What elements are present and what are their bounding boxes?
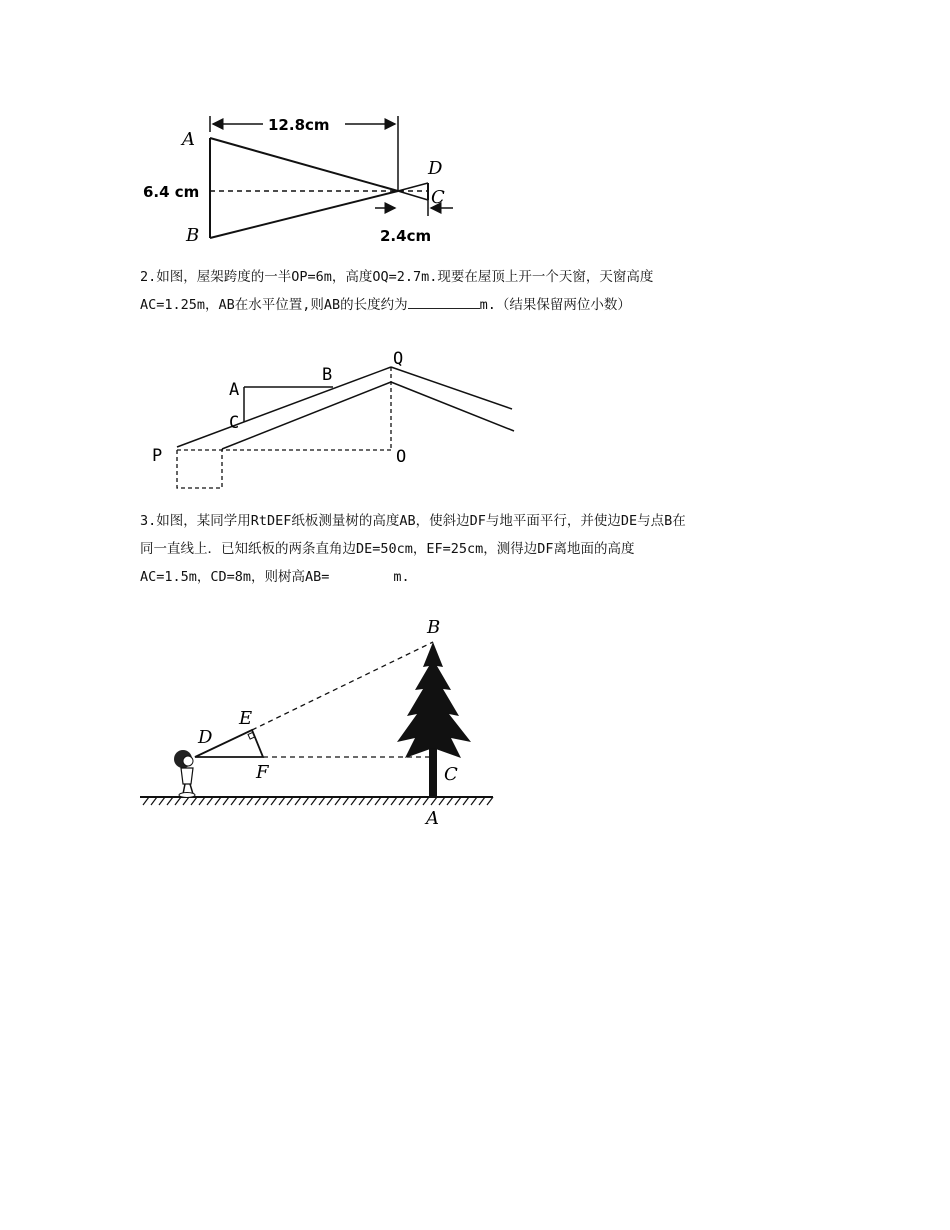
ground-hatching <box>143 797 493 805</box>
problem-2-line-2-before: AC=1.25m，AB在水平位置,则AB的长度约为 <box>140 297 408 313</box>
tree-icon <box>397 642 471 797</box>
problem-3-line-3-after: m. <box>393 569 410 585</box>
label-b: B <box>427 617 441 638</box>
label-e: E <box>239 708 253 729</box>
label-p: P <box>152 446 163 466</box>
label-d: D <box>198 727 213 748</box>
segment-a-vertex <box>210 138 398 191</box>
label-a: A <box>426 808 439 829</box>
answer-blank-2[interactable] <box>408 294 480 309</box>
label-c: C <box>431 187 445 208</box>
figure-2-diagram <box>140 345 530 495</box>
label-c: C <box>444 764 458 785</box>
dimension-top-label: 12.8cm <box>268 116 330 134</box>
segment-vertex-c <box>398 191 428 200</box>
label-a: A <box>182 129 195 150</box>
problem-3-line-2: 同一直线上．已知纸板的两条直角边DE=50cm，EF=25cm，测得边DF离地面的高度 <box>140 541 635 557</box>
segment-b-vertex <box>210 191 398 238</box>
problem-3-line-3-before: AC=1.5m，CD=8m，则树高AB= <box>140 569 330 585</box>
problem-2-text <box>140 263 820 319</box>
label-f: F <box>256 762 269 783</box>
roof-lower-left <box>222 382 391 449</box>
roof-lower-right <box>391 382 514 431</box>
label-o: O <box>396 447 407 467</box>
roof-upper-right <box>391 367 512 409</box>
dashed-footing <box>177 449 222 488</box>
figure-3-diagram <box>135 612 505 832</box>
label-b: B <box>186 225 200 246</box>
roof-upper-left <box>177 367 391 447</box>
segment-vertex-d <box>398 183 428 191</box>
sight-line-eb <box>252 642 433 730</box>
problem-3-line-1: 3.如图，某同学用RtDEF纸板测量树的高度AB，使斜边DF与地平面平行，并使边DE与点B在 <box>140 513 686 529</box>
problem-2-line-2-after: m.（结果保留两位小数） <box>479 297 631 313</box>
label-q: Q <box>393 349 404 369</box>
problem-2-line-1: 2.如图，屋架跨度的一半OP=6m，高度OQ=2.7m.现要在屋顶上开一个天窗，天窗高度 <box>140 269 654 285</box>
dimension-bottom-label: 2.4cm <box>380 227 432 245</box>
person-icon <box>174 750 195 798</box>
problem-3-text <box>140 507 820 591</box>
figure-1-diagram <box>135 108 465 253</box>
label-d: D <box>428 158 443 179</box>
label-b: B <box>322 365 333 385</box>
label-c: C <box>229 413 240 433</box>
dimension-left-label: 6.4 cm <box>143 183 200 201</box>
label-a: A <box>229 380 240 400</box>
